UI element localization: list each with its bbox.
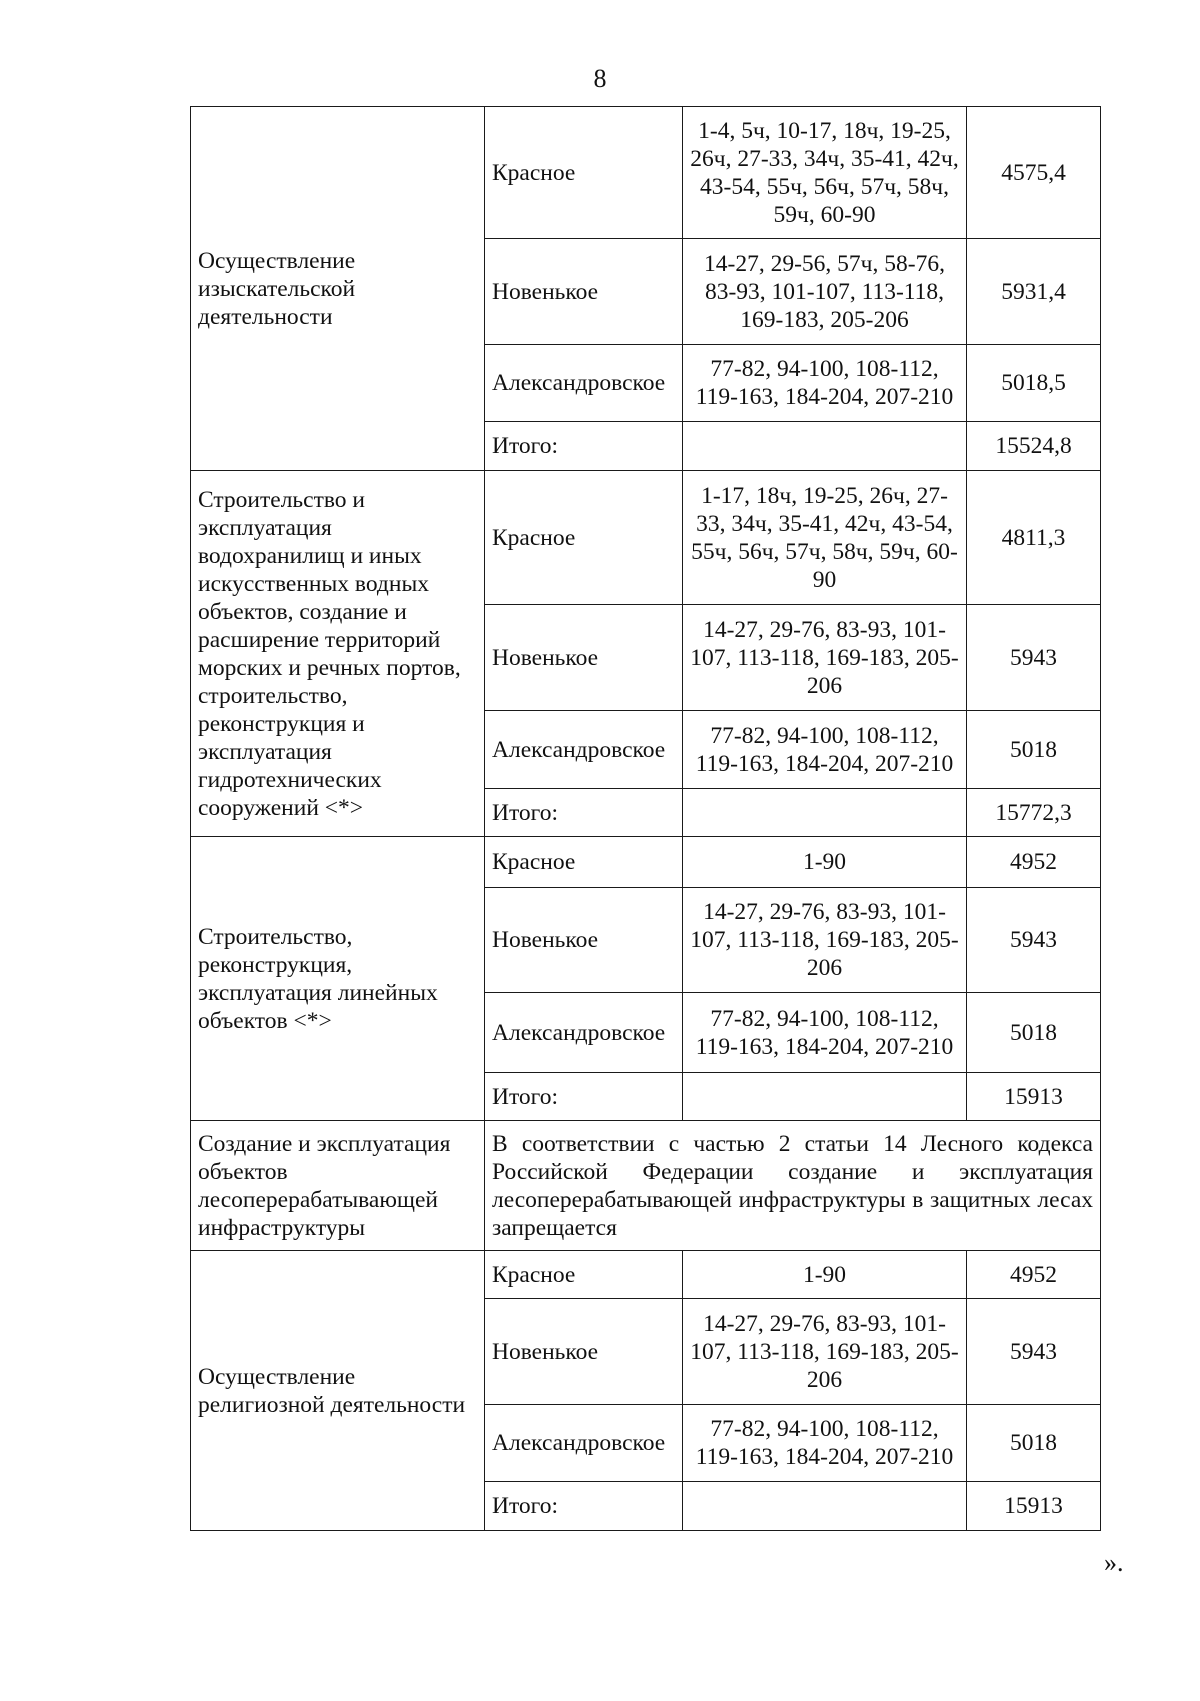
total-label: Итого: [485, 1073, 683, 1121]
total-label: Итого: [485, 1482, 683, 1531]
forestry-cell: Александровское [485, 993, 683, 1073]
total-label: Итого: [485, 789, 683, 837]
prohibition-note: В соответствии с частью 2 статьи 14 Лесного кодекса Российской Федерации создание и эксплуатация лесоперерабатывающей инфраструктуры в защитных лесах запрещается [485, 1121, 1101, 1251]
forestry-cell: Александровское [485, 711, 683, 789]
table-row [191, 471, 1101, 605]
forestry-cell: Красное [485, 107, 683, 239]
forestry-cell: Александровское [485, 345, 683, 422]
area-cell: 5018 [967, 993, 1101, 1073]
activity-cell: Строительство и эксплуатация водохранилищ и иных искусственных водных объектов, создание и расширение территорий морских и речных портов, строительство, реконструкция и эксплуатация гидротехнических сооружений <*> [191, 471, 485, 837]
quarters-cell: 77-82, 94-100, 108-112, 119-163, 184-204, 207-210 [683, 1405, 967, 1482]
activity-cell: Создание и эксплуатация объектов лесоперерабатывающей инфраструктуры [191, 1121, 485, 1251]
forestry-cell: Новенькое [485, 888, 683, 993]
empty-cell [683, 1482, 967, 1531]
page-number: 8 [593, 64, 607, 93]
empty-cell [683, 789, 967, 837]
forestry-cell: Новенькое [485, 605, 683, 711]
area-cell: 4952 [967, 1251, 1101, 1299]
total-label: Итого: [485, 422, 683, 471]
area-cell: 4952 [967, 837, 1101, 888]
quarters-cell: 14-27, 29-76, 83-93, 101-107, 113-118, 169-183, 205-206 [683, 605, 967, 711]
quarters-cell: 14-27, 29-56, 57ч, 58-76, 83-93, 101-107, 113-118, 169-183, 205-206 [683, 239, 967, 345]
table-row [191, 1251, 1101, 1299]
quarters-cell: 1-17, 18ч, 19-25, 26ч, 27-33, 34ч, 35-41, 42ч, 43-54, 55ч, 56ч, 57ч, 58ч, 59ч, 60-90 [683, 471, 967, 605]
area-cell: 5018,5 [967, 345, 1101, 422]
area-cell: 4575,4 [967, 107, 1101, 239]
area-cell: 5943 [967, 605, 1101, 711]
activity-cell: Осуществление изыскательской деятельности [191, 107, 485, 471]
area-cell: 5943 [967, 1299, 1101, 1405]
total-value: 15524,8 [967, 422, 1101, 471]
quarters-cell: 77-82, 94-100, 108-112, 119-163, 184-204, 207-210 [683, 711, 967, 789]
quarters-cell: 14-27, 29-76, 83-93, 101-107, 113-118, 169-183, 205-206 [683, 888, 967, 993]
table-row [191, 107, 1101, 239]
activity-cell: Осуществление религиозной деятельности [191, 1251, 485, 1531]
table-row [191, 837, 1101, 888]
quarters-cell: 1-90 [683, 1251, 967, 1299]
forestry-cell: Новенькое [485, 239, 683, 345]
table-row [191, 1121, 1101, 1251]
quarters-cell: 1-90 [683, 837, 967, 888]
forestry-cell: Красное [485, 1251, 683, 1299]
forestry-cell: Красное [485, 471, 683, 605]
area-cell: 5943 [967, 888, 1101, 993]
total-value: 15772,3 [967, 789, 1101, 837]
empty-cell [683, 422, 967, 471]
quarters-cell: 77-82, 94-100, 108-112, 119-163, 184-204, 207-210 [683, 345, 967, 422]
activity-cell: Строительство, реконструкция, эксплуатация линейных объектов <*> [191, 837, 485, 1121]
quarters-cell: 1-4, 5ч, 10-17, 18ч, 19-25, 26ч, 27-33, 34ч, 35-41, 42ч, 43-54, 55ч, 56ч, 57ч, 58ч, 59ч, 60-90 [683, 107, 967, 239]
empty-cell [683, 1073, 967, 1121]
area-cell: 5931,4 [967, 239, 1101, 345]
area-cell: 4811,3 [967, 471, 1101, 605]
forestry-cell: Красное [485, 837, 683, 888]
forestry-cell: Александровское [485, 1405, 683, 1482]
quarters-cell: 14-27, 29-76, 83-93, 101-107, 113-118, 169-183, 205-206 [683, 1299, 967, 1405]
area-cell: 5018 [967, 711, 1101, 789]
forest-use-table [190, 106, 1101, 1531]
area-cell: 5018 [967, 1405, 1101, 1482]
closing-quote-mark: ». [1104, 1548, 1124, 1577]
forestry-cell: Новенькое [485, 1299, 683, 1405]
quarters-cell: 77-82, 94-100, 108-112, 119-163, 184-204, 207-210 [683, 993, 967, 1073]
total-value: 15913 [967, 1073, 1101, 1121]
total-value: 15913 [967, 1482, 1101, 1531]
